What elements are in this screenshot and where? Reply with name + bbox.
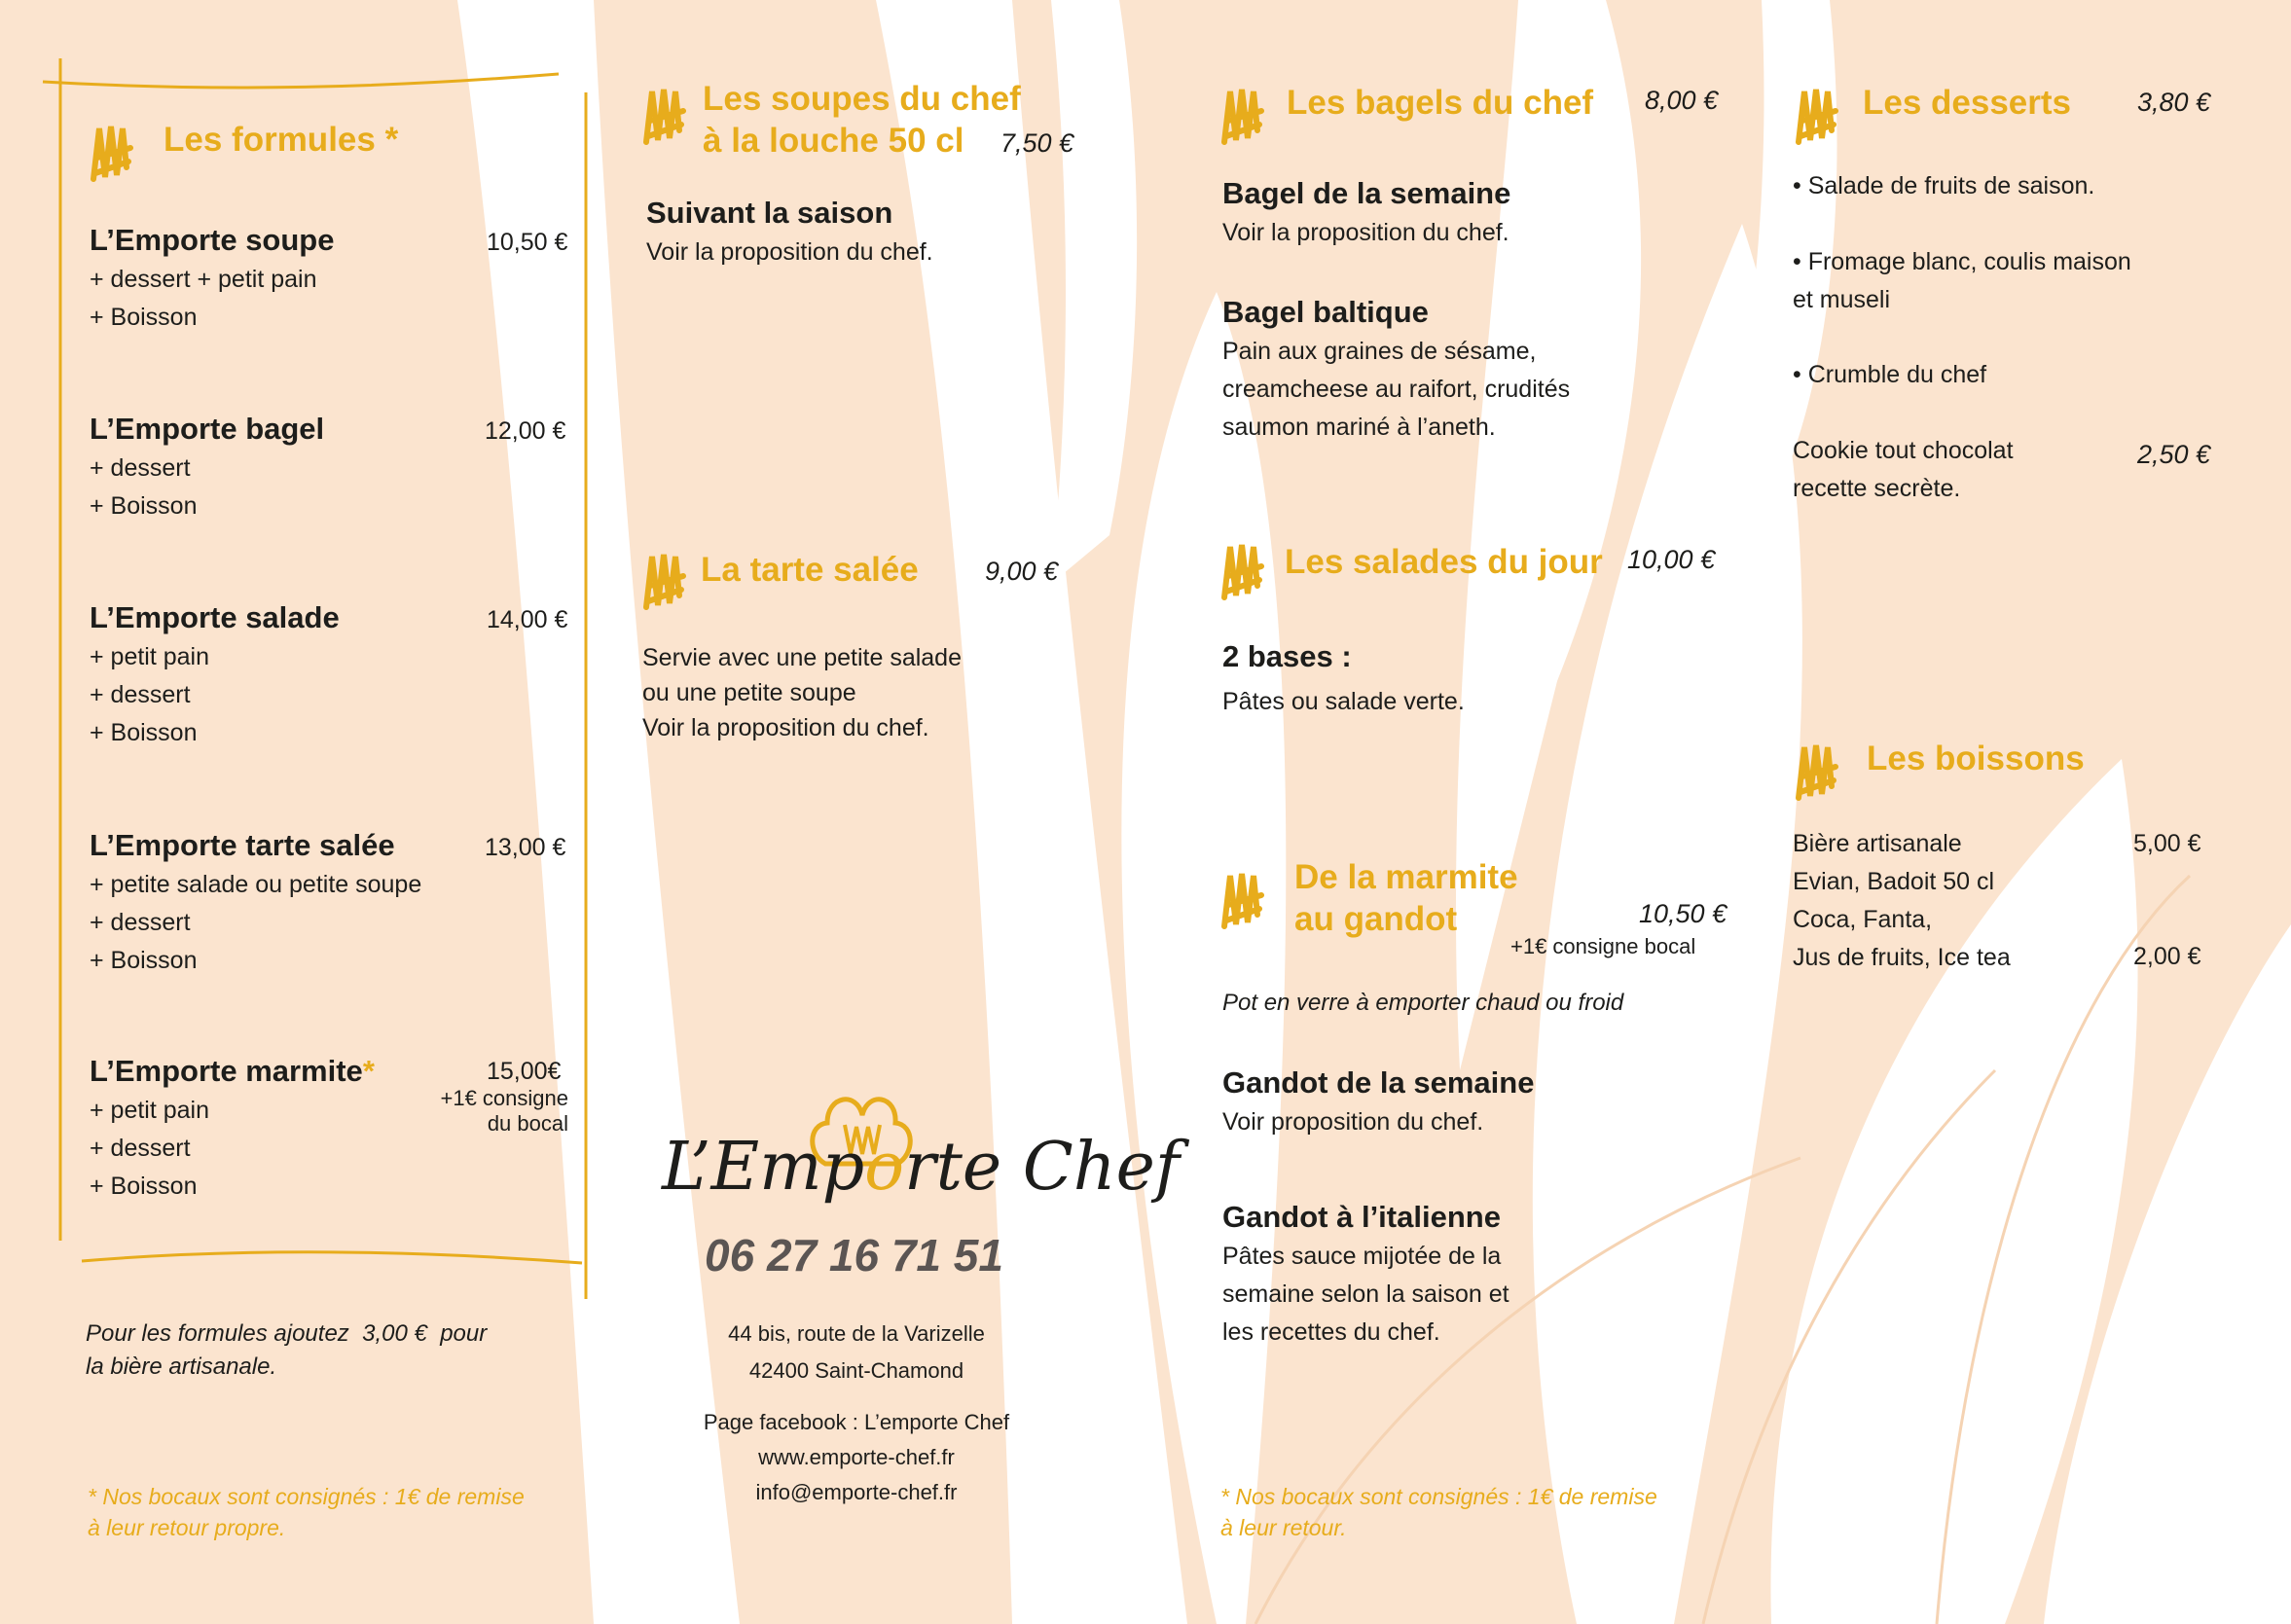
boissons-title: Les boissons xyxy=(1867,740,2085,777)
gandot-italienne-desc: Pâtes sauce mijotée de la semaine selon la saison et les recettes du chef. xyxy=(1222,1243,1509,1346)
brush-icon xyxy=(1218,82,1269,152)
formule-marmite-price: 15,00€ xyxy=(487,1058,562,1085)
brush-icon xyxy=(640,82,691,152)
gandot-italienne-name: Gandot à l’italienne xyxy=(1222,1200,1501,1234)
formule-soupe-name: L’Emporte soupe xyxy=(90,223,335,257)
phone-number: 06 27 16 71 51 xyxy=(705,1230,1003,1281)
desserts-title: Les desserts xyxy=(1863,84,2072,122)
website-link[interactable]: www.emporte-chef.fr xyxy=(758,1445,955,1469)
soupes-title: Les soupes du chef à la louche 50 cl xyxy=(703,80,1021,160)
email-link[interactable]: info@emporte-chef.fr xyxy=(755,1480,958,1504)
bagel-baltique-name: Bagel baltique xyxy=(1222,295,1429,329)
salades-price: 10,00 € xyxy=(1627,545,1716,574)
formule-marmite-details: + petit pain + dessert + Boisson xyxy=(90,1097,210,1200)
dessert-fromage: • Fromage blanc, coulis maison et museli xyxy=(1793,248,2131,313)
formule-bagel-details: + dessert + Boisson xyxy=(90,454,198,520)
formules-beer-note: Pour les formules ajoutez 3,00 € pour la bière artisanale. xyxy=(86,1320,488,1380)
desserts-price: 3,80 € xyxy=(2137,88,2211,117)
dessert-crumble: • Crumble du chef xyxy=(1793,361,1987,388)
contact-links xyxy=(662,1405,1051,1510)
formule-bagel-name: L’Emporte bagel xyxy=(90,412,325,446)
dessert-fruits: • Salade de fruits de saison. xyxy=(1793,172,2095,199)
formule-salade-price: 14,00 € xyxy=(487,606,568,633)
brush-icon xyxy=(640,547,691,617)
boissons-list: Bière artisanale Evian, Badoit 50 cl Coca, Fanta, Jus de fruits, Ice tea xyxy=(1793,830,2011,971)
tarte-title: La tarte salée xyxy=(701,551,919,589)
formule-soupe-details: + dessert + petit pain + Boisson xyxy=(90,266,317,331)
bagel-baltique-desc: Pain aux graines de sésame, creamcheese au raifort, crudités saumon mariné à l’aneth. xyxy=(1222,338,1571,441)
formule-marmite-consigne: +1€ consigne du bocal xyxy=(440,1086,568,1136)
gandot-semaine-name: Gandot de la semaine xyxy=(1222,1065,1535,1100)
bagels-title: Les bagels du chef xyxy=(1287,84,1594,122)
formule-tarte-details: + petite salade ou petite soupe + dessert + Boisson xyxy=(90,871,422,974)
dessert-cookie: Cookie tout chocolat recette secrète. xyxy=(1793,437,2014,502)
bagels-price: 8,00 € xyxy=(1645,86,1719,115)
facebook-link[interactable]: Page facebook : L’emporte Chef xyxy=(703,1410,1010,1434)
formule-salade-name: L’Emporte salade xyxy=(90,600,340,634)
boissons-price-soft: 2,00 € xyxy=(2133,943,2201,970)
formule-bagel-price: 12,00 € xyxy=(485,417,566,445)
brush-icon xyxy=(1793,738,1843,808)
formule-tarte-name: L’Emporte tarte salée xyxy=(90,828,395,862)
formules-footnote: * Nos bocaux sont consignés : 1€ de remise à leur retour propre. xyxy=(88,1484,525,1540)
salades-item: 2 bases : xyxy=(1222,639,1352,673)
marmite-consigne: +1€ consigne bocal xyxy=(1510,934,1696,958)
bagel-semaine-name: Bagel de la semaine xyxy=(1222,176,1511,210)
formule-marmite-name: L’Emporte marmite* xyxy=(90,1054,375,1088)
brush-icon xyxy=(88,119,138,189)
brush-icon xyxy=(1218,537,1269,607)
tarte-price: 9,00 € xyxy=(985,557,1059,586)
formule-salade-details: + petit pain + dessert + Boisson xyxy=(90,643,210,746)
cookie-price: 2,50 € xyxy=(2137,440,2211,469)
brush-icon xyxy=(1793,82,1843,152)
brand-logo: L’Emporte Chef xyxy=(662,1129,1181,1206)
tarte-desc: Servie avec une petite salade ou une petite soupe Voir la proposition du chef. xyxy=(642,644,962,741)
formule-soupe-price: 10,50 € xyxy=(487,229,568,256)
formule-tarte-price: 13,00 € xyxy=(485,834,566,861)
marmite-title: De la marmite au gandot xyxy=(1294,858,1518,938)
boissons-price-biere: 5,00 € xyxy=(2133,830,2201,857)
marmite-price: 10,50 € xyxy=(1639,899,1727,928)
salades-desc: Pâtes ou salade verte. xyxy=(1222,688,1465,715)
gandot-semaine-desc: Voir proposition du chef. xyxy=(1222,1108,1484,1136)
brush-icon xyxy=(1218,866,1269,936)
bagel-semaine-desc: Voir la proposition du chef. xyxy=(1222,219,1509,246)
marmite-footnote: * Nos bocaux sont consignés : 1€ de remise à leur retour. xyxy=(1220,1484,1657,1540)
soupes-price: 7,50 € xyxy=(1000,128,1074,158)
formules-title: Les formules * xyxy=(164,121,399,159)
salades-title: Les salades du jour xyxy=(1285,543,1603,581)
address: 44 bis, route de la Varizelle 42400 Saint-Chamond xyxy=(728,1321,985,1383)
marmite-subtitle: Pot en verre à emporter chaud ou froid xyxy=(1222,990,1624,1016)
soupes-item: Suivant la saison xyxy=(646,196,893,230)
soupes-desc: Voir la proposition du chef. xyxy=(646,238,933,266)
